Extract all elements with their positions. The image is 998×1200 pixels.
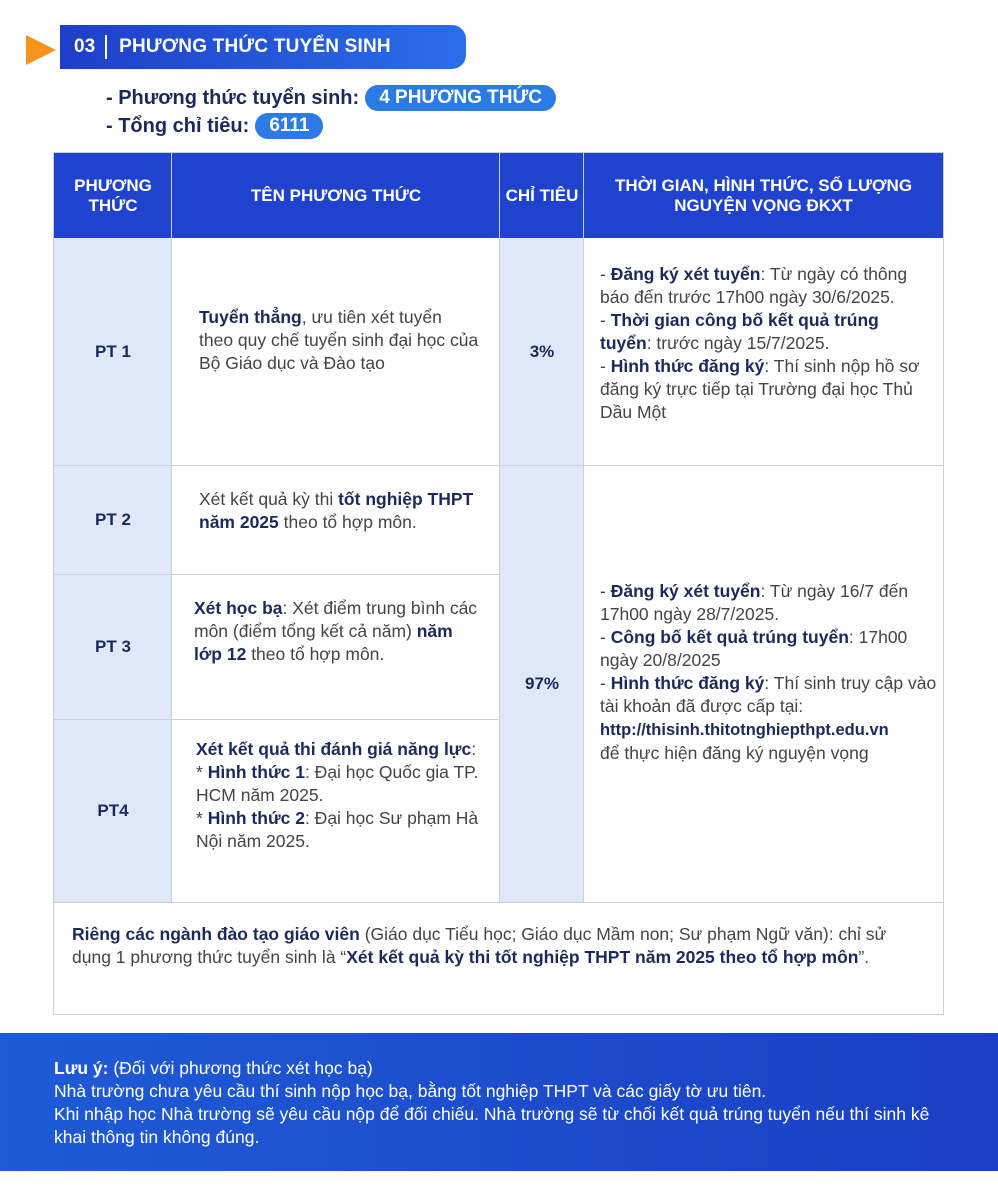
header-quota: CHỈ TIÊU bbox=[505, 185, 579, 205]
schedule-pt1: - Đăng ký xét tuyển: Từ ngày có thông báo đến trước 17h00 ngày 30/6/2025. - Thời gian công bố kết quả trúng tuyển: trước ngày 15/7/2025. - Hình thức đăng ký: Thí sinh nộp hồ sơ đăng ký trực tiếp tại Trường đại học Thủ Dầu Một bbox=[600, 264, 920, 422]
header-method-name: TÊN PHƯƠNG THỨC bbox=[250, 185, 422, 205]
teacher-training-note: Riêng các ngành đào tạo giáo viên (Giáo dục Tiểu học; Giáo dục Mầm non; Sư phạm Ngữ văn): chỉ sử dụng 1 phương thức tuyển sinh là “Xét kết quả kỳ thi tốt nghiệp THPT năm 2025 theo tổ hợp môn”. bbox=[72, 924, 887, 967]
divider bbox=[54, 902, 943, 903]
method-name: Xét kết quả thi đánh giá năng lực: * Hình thức 1: Đại học Quốc gia TP. HCM năm 2025. * Hình thức 2: Đại học Sư phạm Hà Nội năm 2025. bbox=[196, 739, 479, 851]
methods-label: - Phương thức tuyển sinh: bbox=[106, 86, 360, 109]
quota-line bbox=[106, 112, 556, 140]
header-method-code: PHƯƠNG THỨC bbox=[74, 175, 152, 215]
divider bbox=[54, 465, 943, 466]
method-code: PT4 bbox=[97, 800, 129, 820]
method-name: Tuyển thẳng, ưu tiên xét tuyển theo quy chế tuyển sinh đại học của Bộ Giáo dục và Đào tạo bbox=[199, 307, 479, 373]
method-code: PT 2 bbox=[95, 509, 131, 529]
method-name: Xét kết quả kỳ thi tốt nghiệp THPT năm 2025 theo tổ hợp môn. bbox=[199, 489, 474, 532]
admission-table bbox=[53, 152, 944, 1015]
section-title: PHƯƠNG THỨC TUYỂN SINH bbox=[119, 36, 391, 57]
schedule-pt2-4: - Đăng ký xét tuyển: Từ ngày 16/7 đến 17h00 ngày 28/7/2025. - Công bố kết quả trúng tuyển: 17h00 ngày 20/8/2025 - Hình thức đăng ký: Thí sinh truy cập vào tài khoản đã được cấp tại: http://thisinh.thitotnghiepthpt.edu.vn để thực hiện đăng ký nguyện vọng bbox=[600, 581, 937, 763]
note-line-2: Khi nhập học Nhà trường sẽ yêu cầu nộp để đối chiếu. Nhà trường sẽ từ chối kết quả trúng tuyển nếu thí sinh kê khai thông tin không đúng. bbox=[54, 1104, 930, 1147]
quota-label: - Tổng chỉ tiêu: bbox=[106, 114, 250, 137]
section-number: 03 bbox=[60, 35, 107, 59]
quota-badge: 6111 bbox=[255, 113, 323, 139]
note-line-1: Nhà trường chưa yêu cầu thí sinh nộp học bạ, bằng tốt nghiệp THPT và các giấy tờ ưu tiên. bbox=[54, 1081, 767, 1101]
methods-badge: 4 PHƯƠNG THỨC bbox=[365, 85, 556, 111]
methods-line bbox=[106, 84, 556, 112]
method-code: PT 3 bbox=[95, 636, 131, 656]
quota-pt1: 3% bbox=[529, 341, 555, 361]
method-code: PT 1 bbox=[95, 341, 131, 361]
summary bbox=[106, 84, 556, 140]
quota-pt2-4: 97% bbox=[524, 673, 560, 693]
note-banner bbox=[0, 1033, 998, 1171]
arrow-icon bbox=[26, 35, 56, 65]
note-label: Lưu ý: bbox=[54, 1058, 109, 1078]
note-text: Lưu ý: (Đối với phương thức xét học bạ) Nhà trường chưa yêu cầu thí sinh nộp học bạ, bằng tốt nghiệp THPT và các giấy tờ ưu tiên. Khi nhập học Nhà trường sẽ yêu cầu nộp để đối chiếu. Nhà trường sẽ từ chối kết quả trúng tuyển nếu thí sinh kê khai thông tin không đúng. bbox=[54, 1058, 930, 1147]
header-schedule: THỜI GIAN, HÌNH THỨC, SỐ LƯỢNG NGUYỆN VỌNG ĐKXT bbox=[614, 175, 913, 215]
method-name: Xét học bạ: Xét điểm trung bình các môn (điểm tổng kết cả năm) năm lớp 12 theo tổ hợp môn. bbox=[194, 598, 478, 664]
section-header bbox=[26, 25, 446, 69]
section-title-bar bbox=[60, 25, 466, 69]
registration-url[interactable]: http://thisinh.thitotnghiepthpt.edu.vn bbox=[600, 721, 889, 739]
